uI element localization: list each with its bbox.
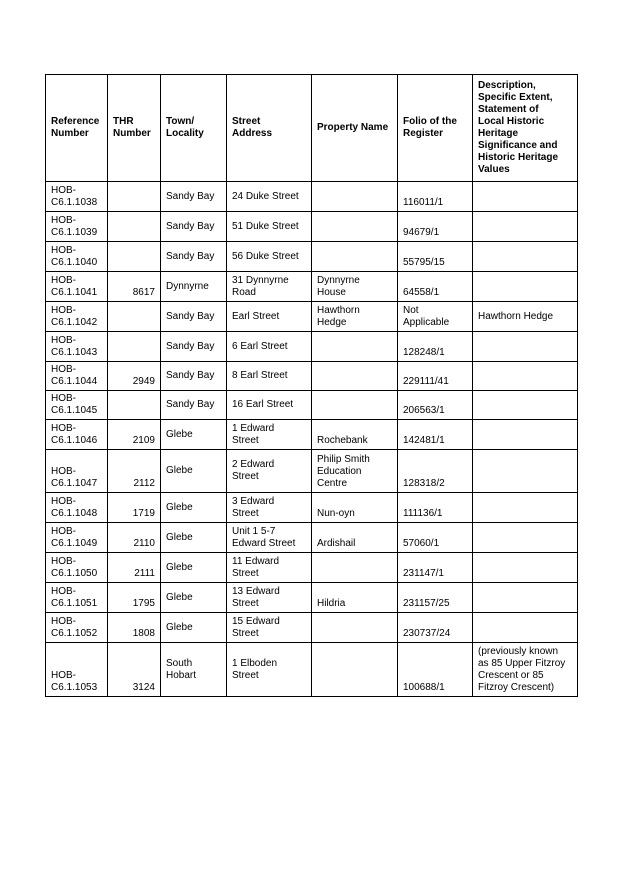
cell-street-address: 3 Edward Street [227,493,312,523]
header-property-name: Property Name [312,75,398,182]
table-row [46,613,578,643]
cell-reference-number: HOB- C6.1.1041 [46,272,108,302]
table-row [46,420,578,450]
cell-street-address: 1 Edward Street [227,420,312,450]
heritage-register-table [45,74,578,697]
cell-description [473,553,578,583]
cell-street-address: 56 Duke Street [227,242,312,272]
cell-town-locality: Dynnyrne [161,272,227,302]
cell-reference-number: HOB- C6.1.1052 [46,613,108,643]
cell-street-address: 1 Elboden Street [227,643,312,697]
cell-folio: 111136/1 [398,493,473,523]
cell-description [473,523,578,553]
cell-street-address: Earl Street [227,302,312,332]
cell-reference-number: HOB- C6.1.1047 [46,450,108,493]
table-row [46,391,578,420]
cell-thr-number: 1808 [108,613,161,643]
table-row [46,302,578,332]
table-row [46,523,578,553]
cell-property-name [312,242,398,272]
cell-reference-number: HOB- C6.1.1042 [46,302,108,332]
cell-thr-number: 8617 [108,272,161,302]
cell-property-name [312,182,398,212]
cell-folio: 116011/1 [398,182,473,212]
cell-folio: 230737/24 [398,613,473,643]
table-row [46,553,578,583]
cell-description [473,182,578,212]
cell-reference-number: HOB- C6.1.1040 [46,242,108,272]
cell-thr-number: 1795 [108,583,161,613]
cell-property-name: Dynnyrne House [312,272,398,302]
header-thr-number: THR Number [108,75,161,182]
cell-reference-number: HOB- C6.1.1053 [46,643,108,697]
cell-folio: 206563/1 [398,391,473,420]
cell-description [473,272,578,302]
cell-reference-number: HOB- C6.1.1051 [46,583,108,613]
cell-town-locality: Sandy Bay [161,362,227,391]
cell-description [473,362,578,391]
cell-property-name [312,613,398,643]
cell-town-locality: Sandy Bay [161,242,227,272]
cell-town-locality: Glebe [161,583,227,613]
cell-description [473,613,578,643]
cell-description [473,493,578,523]
cell-description [473,583,578,613]
cell-reference-number: HOB- C6.1.1038 [46,182,108,212]
cell-thr-number [108,302,161,332]
cell-folio: 64558/1 [398,272,473,302]
cell-property-name [312,362,398,391]
cell-description [473,242,578,272]
table-header-row [46,75,578,182]
cell-property-name: Nun-oyn [312,493,398,523]
cell-thr-number: 2949 [108,362,161,391]
cell-street-address: 31 Dynnyrne Road [227,272,312,302]
header-street-address: Street Address [227,75,312,182]
cell-reference-number: HOB- C6.1.1043 [46,332,108,362]
cell-reference-number: HOB- C6.1.1045 [46,391,108,420]
cell-property-name: Philip Smith Education Centre [312,450,398,493]
cell-thr-number [108,182,161,212]
cell-description: Hawthorn Hedge [473,302,578,332]
cell-thr-number [108,212,161,242]
cell-property-name: Hawthorn Hedge [312,302,398,332]
cell-folio: 57060/1 [398,523,473,553]
cell-street-address: 16 Earl Street [227,391,312,420]
cell-town-locality: South Hobart [161,643,227,697]
cell-thr-number [108,242,161,272]
table-row [46,450,578,493]
cell-reference-number: HOB- C6.1.1046 [46,420,108,450]
cell-description [473,212,578,242]
cell-description [473,420,578,450]
cell-town-locality: Sandy Bay [161,212,227,242]
cell-town-locality: Glebe [161,553,227,583]
cell-property-name [312,553,398,583]
cell-property-name: Hildria [312,583,398,613]
cell-street-address: Unit 1 5-7 Edward Street [227,523,312,553]
cell-description: (previously known as 85 Upper Fitzroy Crescent or 85 Fitzroy Crescent) [473,643,578,697]
cell-street-address: 13 Edward Street [227,583,312,613]
cell-property-name [312,332,398,362]
table-row [46,182,578,212]
cell-description [473,332,578,362]
cell-reference-number: HOB- C6.1.1044 [46,362,108,391]
cell-thr-number: 2110 [108,523,161,553]
cell-thr-number: 1719 [108,493,161,523]
table-row [46,272,578,302]
cell-street-address: 51 Duke Street [227,212,312,242]
header-reference-number: Reference Number [46,75,108,182]
table-row [46,242,578,272]
cell-folio: 128318/2 [398,450,473,493]
cell-reference-number: HOB- C6.1.1050 [46,553,108,583]
cell-town-locality: Glebe [161,493,227,523]
cell-thr-number [108,391,161,420]
cell-street-address: 6 Earl Street [227,332,312,362]
cell-town-locality: Glebe [161,450,227,493]
cell-street-address: 2 Edward Street [227,450,312,493]
table-row [46,583,578,613]
table-row [46,643,578,697]
cell-town-locality: Glebe [161,420,227,450]
cell-street-address: 15 Edward Street [227,613,312,643]
cell-town-locality: Sandy Bay [161,302,227,332]
table-body [46,182,578,697]
cell-folio: 100688/1 [398,643,473,697]
cell-folio: 55795/15 [398,242,473,272]
cell-property-name [312,212,398,242]
header-town-locality: Town/ Locality [161,75,227,182]
cell-reference-number: HOB- C6.1.1048 [46,493,108,523]
cell-town-locality: Glebe [161,613,227,643]
cell-thr-number: 2109 [108,420,161,450]
header-description: Description, Specific Extent, Statement of Local Historic Heritage Significance and Historic Heritage Values [473,75,578,182]
cell-street-address: 8 Earl Street [227,362,312,391]
table-row [46,362,578,391]
cell-town-locality: Sandy Bay [161,391,227,420]
cell-folio: 231147/1 [398,553,473,583]
cell-street-address: 24 Duke Street [227,182,312,212]
table-row [46,493,578,523]
cell-folio: 128248/1 [398,332,473,362]
cell-property-name: Ardishail [312,523,398,553]
cell-reference-number: HOB- C6.1.1039 [46,212,108,242]
cell-folio: 229111/41 [398,362,473,391]
cell-thr-number: 3124 [108,643,161,697]
header-folio: Folio of the Register [398,75,473,182]
cell-description [473,391,578,420]
cell-folio: 94679/1 [398,212,473,242]
cell-description [473,450,578,493]
cell-folio: 231157/25 [398,583,473,613]
cell-town-locality: Glebe [161,523,227,553]
cell-thr-number [108,332,161,362]
cell-folio: Not Applicable [398,302,473,332]
cell-property-name [312,391,398,420]
cell-thr-number: 2111 [108,553,161,583]
cell-property-name: Rochebank [312,420,398,450]
table-row [46,332,578,362]
cell-folio: 142481/1 [398,420,473,450]
cell-thr-number: 2112 [108,450,161,493]
cell-town-locality: Sandy Bay [161,182,227,212]
table-row [46,212,578,242]
cell-town-locality: Sandy Bay [161,332,227,362]
cell-reference-number: HOB- C6.1.1049 [46,523,108,553]
cell-property-name [312,643,398,697]
cell-street-address: 11 Edward Street [227,553,312,583]
